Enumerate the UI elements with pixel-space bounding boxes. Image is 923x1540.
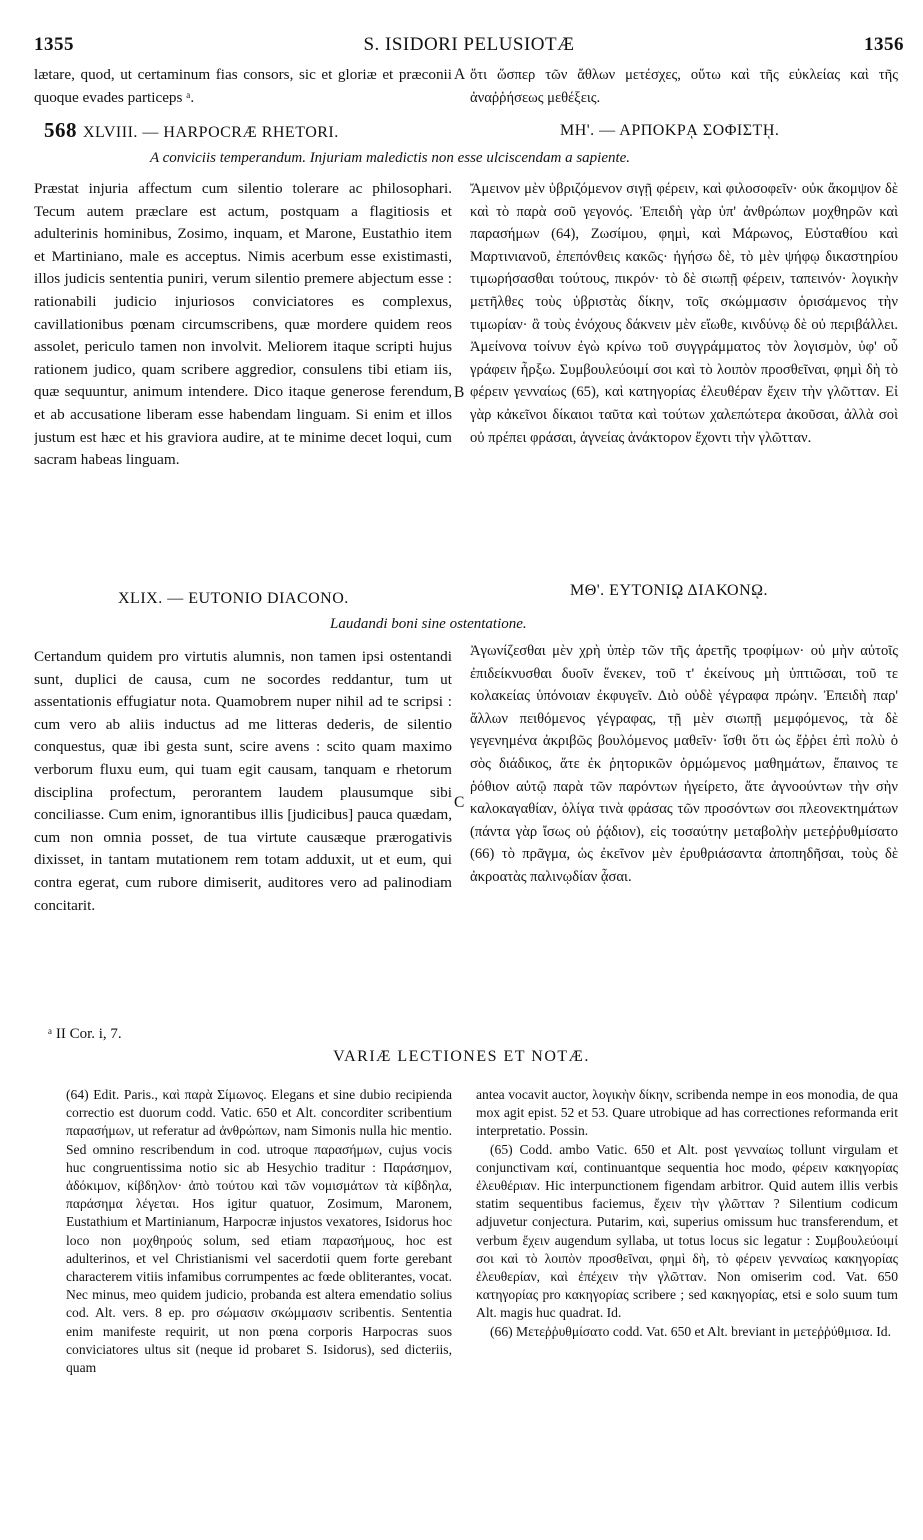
letter-48-latin-text [34,178,452,586]
page-number-right: 1356 [864,34,904,55]
margin-letter-b: B [454,384,465,401]
margin-letter-a: A [454,66,466,83]
page-number-left: 1355 [34,34,74,55]
letter-48-greek-text [470,178,898,564]
running-title: S. ISIDORI PELUSIOTÆ [363,34,575,55]
notes-left-column [66,1086,452,1526]
note-64-continuation: antea vocavit auctor, λογικὴν δίκην, scribenda nempe in eos monodia, de qua mox agit epist. 52 et 53. Quare utrobique ad has correctiones reformanda erit interpretatio. Possin. [476,1087,898,1139]
greek-continuation-text: ὅτι ὥσπερ τῶν ἄθλων μετέσχες, οὕτω καὶ τῆς εὐκλείας καὶ τῆς ἀναῤῥήσεως μεθέξεις. [470,67,898,106]
letter-49-subtitle: Laudandi boni sine ostentatione. [330,616,527,632]
letter-49-greek-text [470,640,898,1002]
latin-continuation-text: lætare, quod, ut certaminum fias consors, sic et gloriæ et præconii quoque evades particeps ᵃ. [34,66,452,106]
letter-48-latin-heading [44,118,339,143]
letter-48-greek-heading: ΜΗ'. — ΑΡΠΟΚΡᾼ ΣΟΦΙΣΤῌ. [560,122,780,139]
letter-49-latin-text [34,646,452,1024]
note-65-text: (65) Codd. ambo Vatic. 650 et Alt. post γενναίως tollunt virgulam et conjunctivam καί, continuantque sequentia hoc modo, φέρειν κακηγορίας ἐλευθέριαν. Hic interpunctionem figendam arbitror. Quid autem illis verbis statim sequentibus faciemus, ἔχειν τὴν γλῶτταν ? Silentium codicum adjuvetur conjectura. Putarim, καὶ, superius omissum huc transferendum, et verbum ἔχειν augendum syllaba, ut totus locus sic legatur : Συμβουλεύοιμί σοι καὶ τὸ λοιπὸν προσθεῖναι, φημὶ δὴ, τὸ φέρειν γενναίως κακηγορίας ἐλευθερίαν, καὶ ἐπέχειν τὴν γλῶτταν. Non omiserim cod. Vat. 650 κατηγορίας pro κακηγορίας scribere ; sed κακηγορίας, etsi e solo suum tum Alt. magis huc quadrat. Id. [476,1141,898,1321]
notes-right-column [476,1086,898,1526]
note-64-text: (64) Edit. Paris., καὶ παρὰ Σίμωνος. Elegans et sine dubio recipienda correctio est duorum codd. Vatic. 650 et Alt. concorditer scribentium παρασήμων, ut referatur ad ἀνθρώπων, nam Simonis nulla hic mentio. Sed omnino rescribendum in cod. utroque παρασήμων, cujus vocis huc congruentissima notio sic ab Hesychio traditur : Παράσημον, ἀδόκιμον, κίβδηλον· ἀπὸ τούτου καὶ τῶν νομισμάτων τὰ κίβδηλα, παράσημα λέγεται. Hos igitur quatuor, Zosimum, Maronem, Eustathium et Martinianum, Harpocræ injustos vexatores, Isidorus hoc loco non μοχθηρούς solum, sed etiam παρασήμους, hoc est adulterinos, et vel Christianismi vel sacerdotii quem forte gerebant characterem vitiis infamibus corrumpentes ac fœde obliterantes, vocat. Nec minus, meo quidem judicio, probanda est altera emendatio solius cod. Alt. vers. 8 ep. pro σώμασιν σκώμμασιν scribentis. Sententia enim manifeste requirit, ut non pœna corporis Harpocras suos conviciatores ultus sit (neque id probaret S. Isidorus), sed dicteriis, quam [66,1087,452,1376]
letter-49-greek-body: Ἀγωνίζεσθαι μὲν χρὴ ὑπὲρ τῶν τῆς ἀρετῆς τροφίμων· οὐ μὴν αὐτοῖς ἐπιδείκνυσθαι δυοῖν ἕνεκεν, τοῦ τ' ἐκείνους μὴ ὑπτιῶσαι, τοῦ τε κολακείας ὑπόνοιαν ἐκφυγεῖν. Διὸ οὐδὲ γέγραφα πρώην. Ἐπειδὴ παρ' ἄλλων πειθόμενος γέγραφας, τῇ μὲν σιωπῇ μεμφόμενος, τὰ δὲ γεγενημένα ἀκριβῶς βουλόμενος μαθεῖν· ἴσθι ὅτι ὡς ἔῤῥει ἐπὶ πολὺ ὁ σὸς διάδικος, ἅτε ἐκ ῥητορικῶν ὁρμώμενος μαθημάτων, ἔπαινος τε ῥόθιον αὐτῷ παρὰ τῶν παρόντων ἠγείρετο, ἅτε ἀγνοούντων τὴν σὴν καλοκαγαθίαν, ὀλίγα τινὰ φράσας τῶν προσόντων σοι πλεονεκτημάτων (πάντα γὰρ ἴσως οὐ ῥᾴδιον), εἰς τοσαύτην μεταβολὴν μετεῤῥυθμίσατο (66) τὸ πρᾶγμα, ὡς ἐκεῖνον μὲν ἐρυθριάσαντα ἀποπηδῆσαι, τοὺς δὲ ἀκροατὰς παλινῳδίαν ᾆσαι. [470,643,898,885]
note-66-text: (66) Μετεῤῥυθμίσατο codd. Vat. 650 et Alt. breviant in μετεῤῥύθμισα. Id. [490,1323,891,1339]
latin-continuation [34,64,452,110]
letter-49-greek-heading: ΜΘ'. ΕΥΤΟΝΙῼ ΔΙΑΚΟΝῼ. [570,582,769,599]
letter-49-latin-heading: XLIX. — EUTONIO DIACONO. [118,590,349,607]
running-head [34,34,904,60]
variae-heading: VARIÆ LECTIONES ET NOTÆ. [333,1048,590,1065]
letter-48-latin-body: Præstat injuria affectum cum silentio tolerare ac philosophari. Tecum autem præclare est actum, postquam a flagitiosis et adulterinis hominibus, Zosimo, inquam, et Marone, Eustathio item et Martiniano, male es acceptus. Nimis acerbum esse existimasti, illos judicis sententia puniri, verum silentio premere abjectum esse : rationabili judicio injuriosos conviciatores es complexus, cavillationibus pœnam circumscribens, quæ mordere quidem reos assolet, periculo tamen non involvit. Meliorem itaque scripti hujus rationem judico, quam scribere aggredior, consulens tibi etiam iis, quæ sequuntur, animum intendere. Dico itaque generose ferendum, et ab accusatione liberam esse habendam linguam. Si enim et illos justum est hæc et his graviora audire, at te minime decet loqui, cum sacram habeas linguam. [34,180,452,469]
greek-continuation [470,64,898,110]
column-number: 568 [44,118,77,142]
margin-letter-c: C [454,794,465,811]
letter-48-subtitle: A conviciis temperandum. Injuriam maledictis non esse ulciscendam a sapiente. [150,150,631,166]
letter-49-latin-body: Certandum quidem pro virtutis alumnis, non tamen ipsi ostentandi sunt, duplici de causa, cum ne socordes reddantur, tum ut assentationis effugiatur nota. Quamobrem nuper nihil ad te scripsi : cum vero ab aliis inductus ad me litteras dederis, de silentio conquestus, quæ ibi gesta sunt, scire avens : scito quam maximo verborum fluxu eum, qui tuam egit causam, tanquam e rhetorum disciplina profectum, perorantem laudem plausumque sibi conciliasse. Cum enim, ignorantibus illis [judicibus] pauca quædam, cum non omnia posset, de tua virtute causæque prærogativis dixisset, in tantam mutationem rem totam adduxit, ut et eum, qui contra egerat, cum rubore dimiserit, auditores vero ad palinodiam concitarit. [34,648,452,914]
letter-48-latin-title: XLVIII. — HARPOCRÆ RHETORI. [83,124,339,141]
footnote: ᵃ II Cor. i, 7. [48,1026,122,1042]
letter-48-greek-body: Ἄμεινον μὲν ὑβριζόμενον σιγῇ φέρειν, καὶ φιλοσοφεῖν· οὐκ ἄκομψον δὲ καὶ τὸ παρὰ σοῦ γεγονός. Ἐπειδὴ γὰρ ὑπ' ἀνθρώπων μοχθηρῶν καὶ παρασήμων (64), Ζωσίμου, φημὶ, καὶ Μάρωνος, Εὐσταθίου καὶ Μαρτινιανοῦ, ἐπεπόνθεις κακῶς· ἡγήσω δὲ, τὸ μὲν ψήφῳ δικαστηρίου τιμωρήσασθαι τούτους, πικρόν· τὸ δὲ σιωπῇ φέρειν, ταπεινόν· λογικὴν μετῆλθες τοὺς ὑβριστὰς δίκην, τοῖς σκώμμασιν ὁρισάμενος τὴν τιμωρίαν· ἃ τοὺς ἐνόχους δάκνειν μὲν εἴωθε, κινδύνῳ δὲ οὐ περιβάλλει. Ἀμείνονα τοίνυν ἐγὼ κρίνω τοῦ συγγράμματος τὸν λογισμὸν, ὑφ' οὗ γράφειν ἦρξω. Συμβουλεύοιμί σοι καὶ τὸ λοιπὸν προσθεῖναι, φημὶ δὴ τὸ φέρειν γενναίως (65), καὶ κατηγορίας ἐλευθέραν ἔχειν τὴν γλῶτταν. Εἰ γὰρ κἀκεῖνοι δίκαιοι ταῦτα καὶ τούτων χαλεπώτερα ἀκοῦσαι, ἀλλὰ σοὶ οὐ πρέπει φράσαι, ἁγνείας ἀνάκτορον ἔχοντι τὴν γλῶτταν. [470,181,898,446]
